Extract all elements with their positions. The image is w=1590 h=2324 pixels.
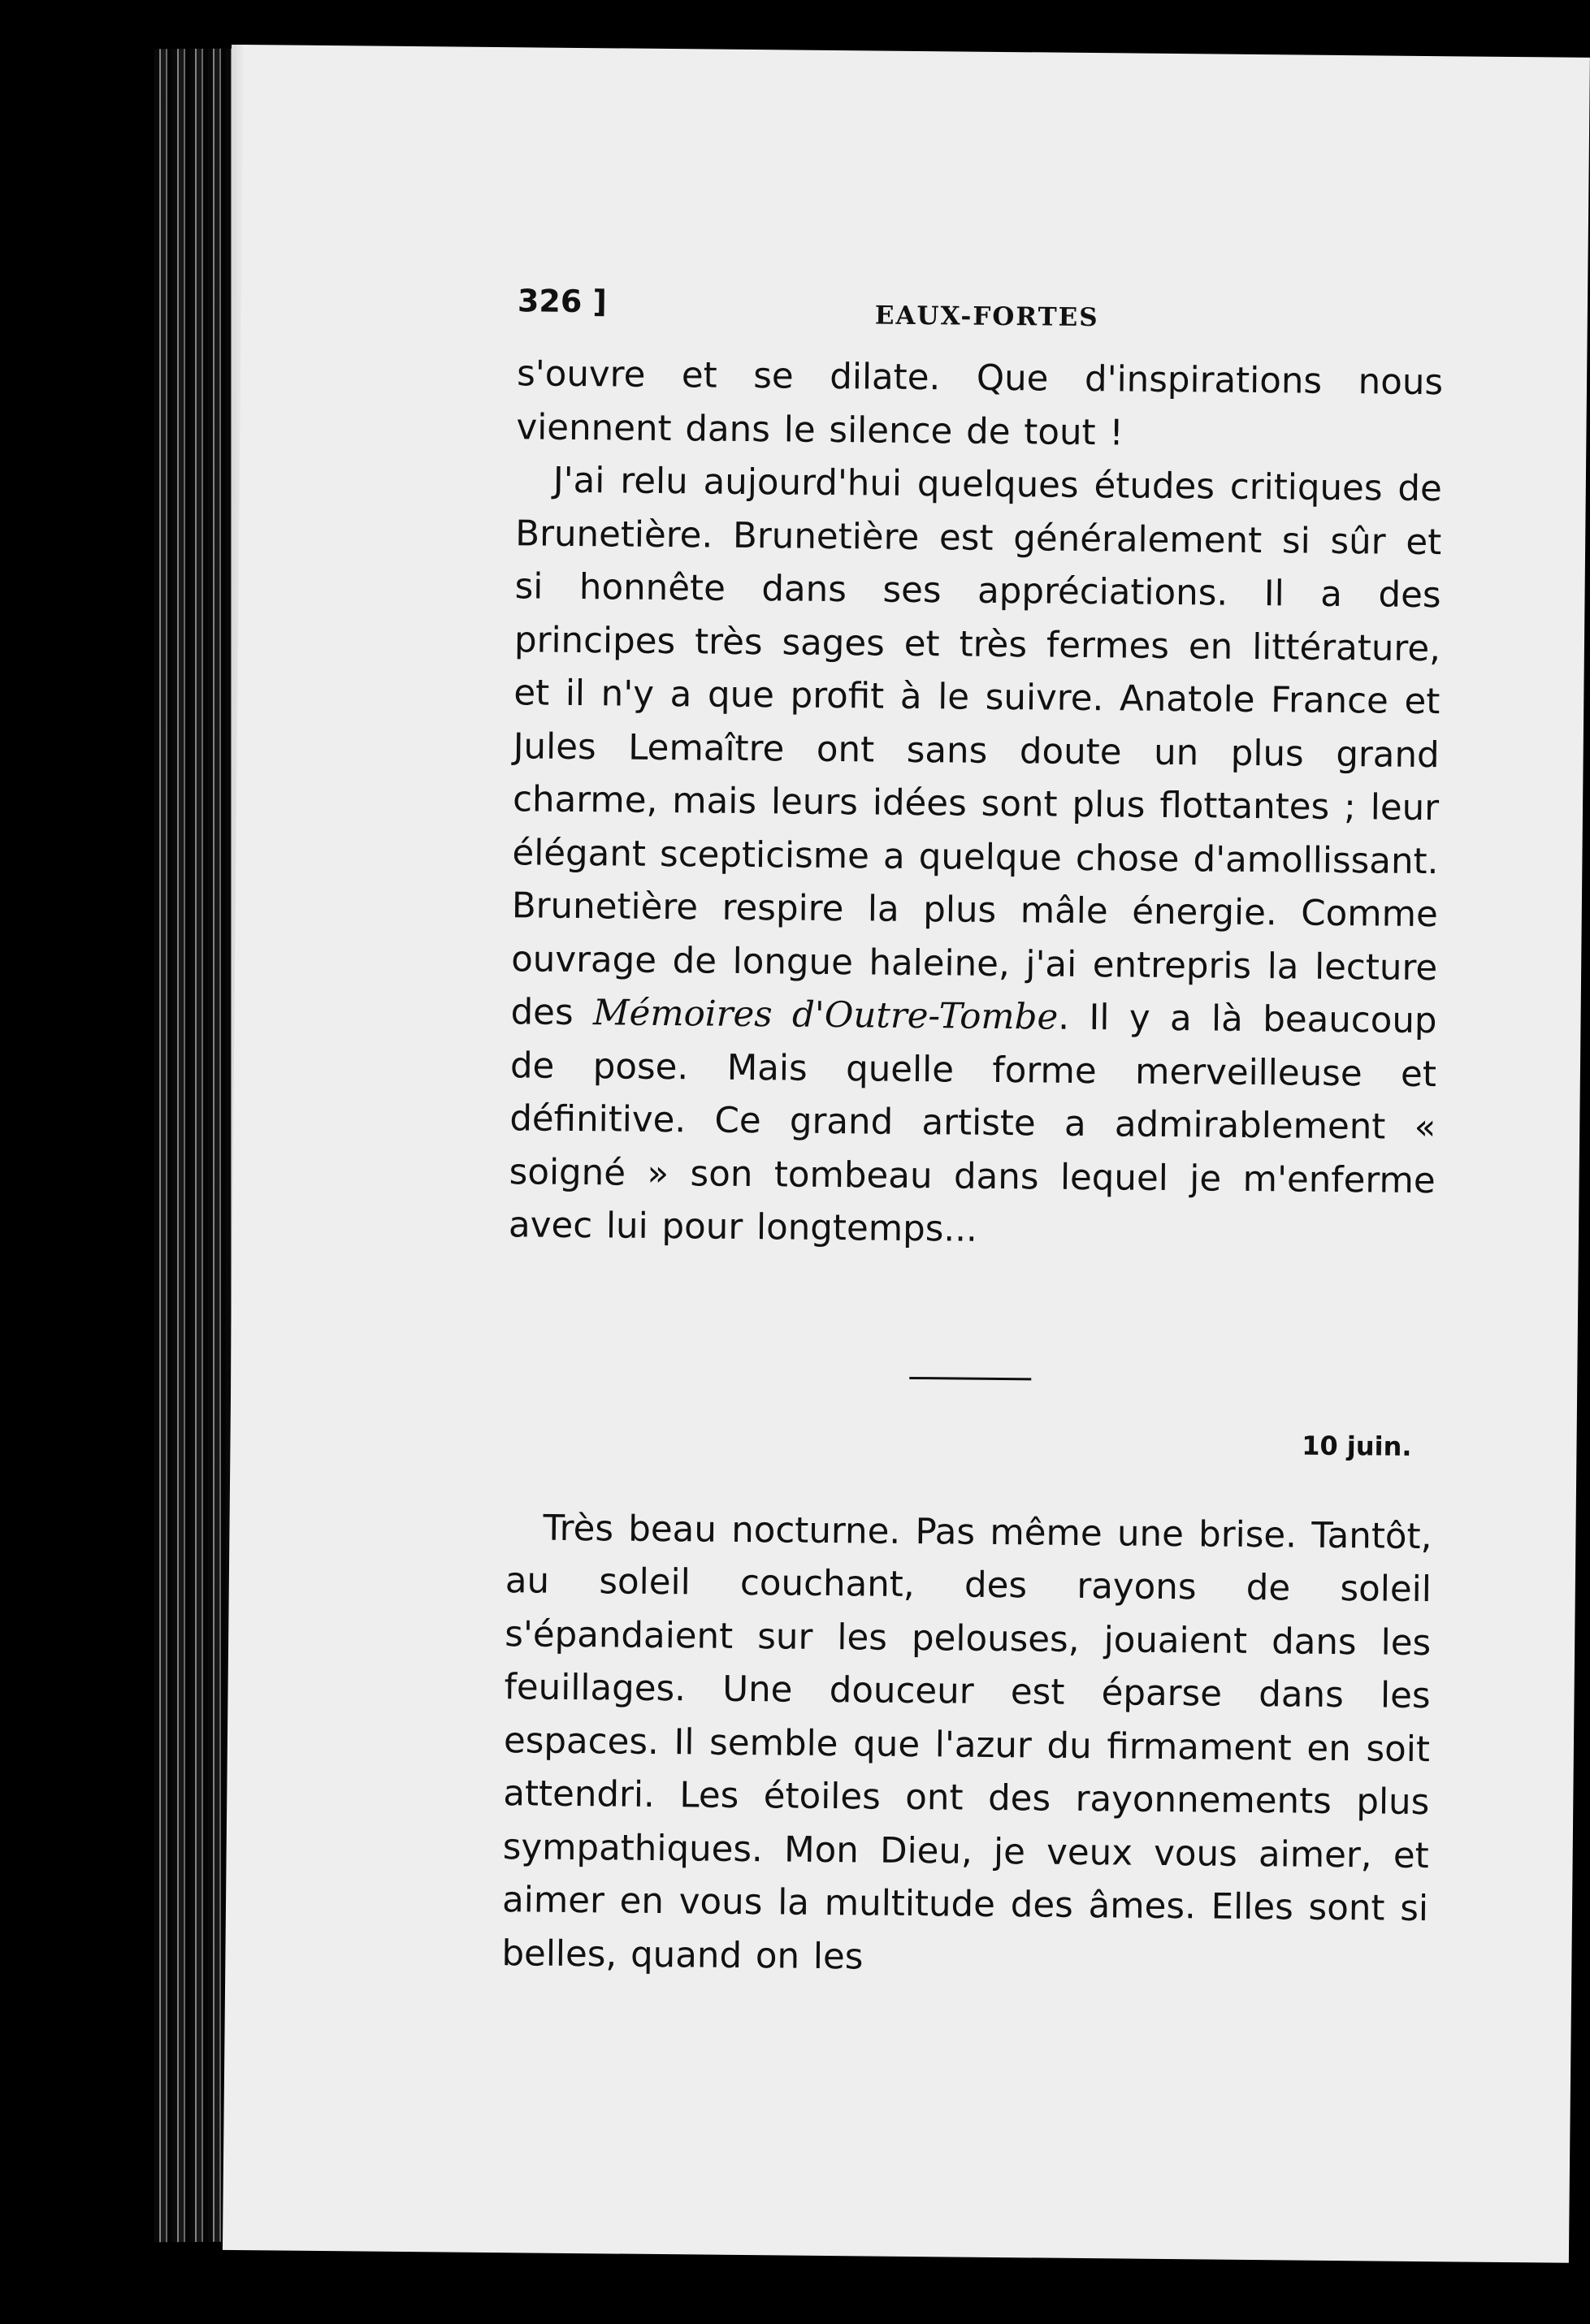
page-number: 326 ]: [517, 283, 608, 320]
book-page: [223, 45, 1590, 2263]
paragraph-text-end: . Il y a là beaucoup de pose. Mais quelle forme merveilleuse et définitive. Ce grand artiste a admirablement « soigné » son tombeau dans lequel je m'enferme avec lui pour longtemps...: [508, 997, 1437, 1250]
running-title: EAUX-FORTES: [874, 301, 1099, 333]
book-spine: [154, 49, 232, 2243]
page-content: [501, 283, 1444, 1989]
paragraph-nocturne: Très beau nocturne. Pas même une brise. Tantôt, au soleil couchant, des rayons de soleil s'épandaient sur les pelouses, jouaient dans les feuillages. Une douceur est éparse dans les espaces. Il semble que l'azur du firmament en soit attendri. Les étoiles ont des rayonnements plus sympathiques. Mon Dieu, je veux vous aimer, et aimer en vous la multitude des âmes. Elles sont si belles, quand on les: [501, 1508, 1432, 1977]
book-title-italic: Mémoires d'Outre-Tombe: [592, 993, 1059, 1038]
running-head: [517, 283, 1444, 357]
paragraph-brunetiere: [509, 454, 1442, 1261]
continuation-paragraph: s'ouvre et se dilate. Que d'inspirations nous viennent dans le silence de tout !: [516, 353, 1444, 453]
paragraph-text-start: J'ai relu aujourd'hui quelques études critiques de Brunetière. Brunetière est généralement si sûr et si honnête dans ses appréciations. Il a des principes très sages et très fermes en littérature, et il n'y a que profit à le suivre. Anatole France et Jules Lemaître ont sans doute un plus grand charme, mais leurs idées sont plus flottantes ; leur élégant scepticisme a quelque chose d'amollissant. Brunetière respire la plus mâle énergie. Comme ouvrage de longue haleine, j'ai entrepris la lecture des: [510, 460, 1443, 1034]
section-separator: [909, 1376, 1031, 1379]
entry-date: 10 juin.: [1301, 1430, 1412, 1462]
